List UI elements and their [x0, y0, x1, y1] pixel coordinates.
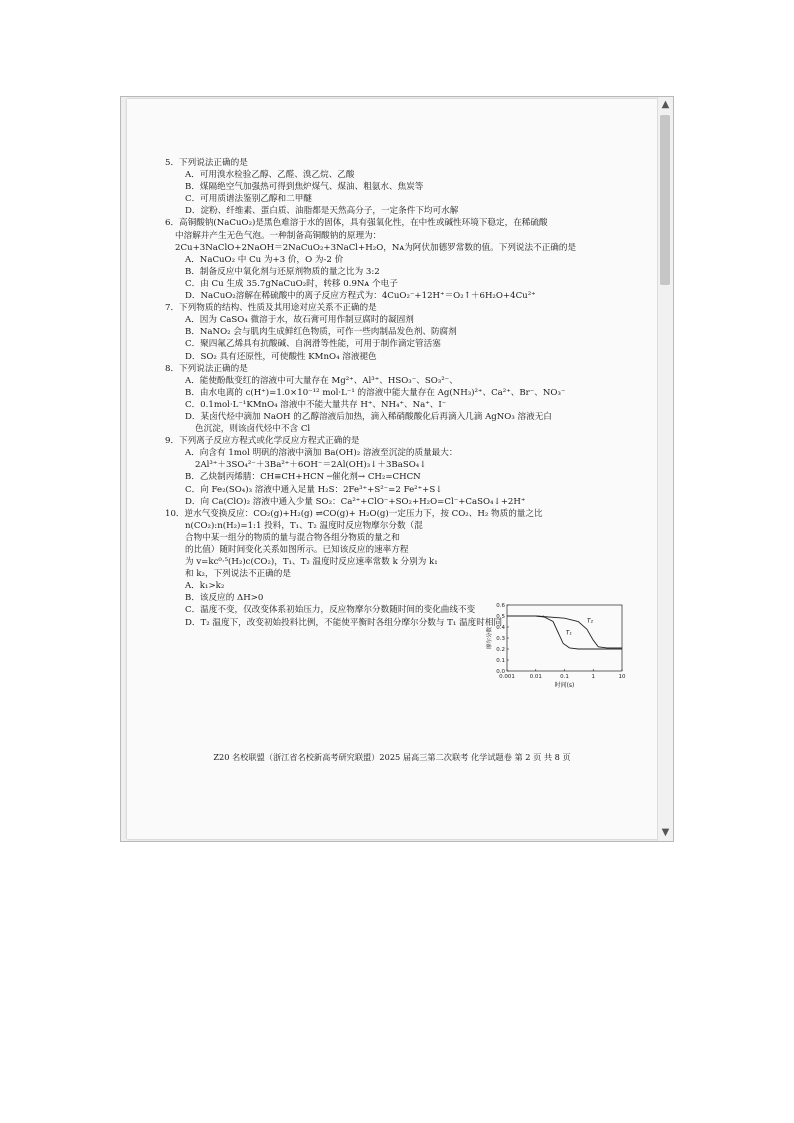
text-line: 2Cu+3NaClO+2NaOH＝2NaCuO₂+3NaCl+H₂O，Nᴀ为阿伏加德罗常数的值。下列说法不正确的是	[175, 242, 577, 253]
text-line: 的比值）随时间变化关系如图所示。已知该反应的速率方程	[185, 545, 409, 555]
text-line: A．能使酚酞变红的溶液中可大量存在 Mg²⁺、Al³⁺、HSO₃⁻、SO₃²⁻、	[185, 375, 458, 386]
text-line: n(CO₂):n(H₂)=1:1 投料，T₁、T₂ 温度时反应物摩尔分数（混	[185, 520, 423, 531]
text-line: D．某卤代烃中滴加 NaOH 的乙醇溶液后加热，滴入稀硝酸酸化后再滴入几滴 AgNO₃ 溶液无白	[185, 411, 552, 422]
text-line: 合物中某一组分的物质的量与混合物各组分物质的量之和	[185, 532, 400, 543]
x-tick-label: 10	[618, 674, 626, 680]
text-line: C．聚四氟乙烯具有抗酸碱、自润滑等性能，可用于制作滴定管活塞	[185, 339, 441, 350]
y-tick-label: 0.6	[496, 603, 505, 609]
text-line: 10．逆水气变换反应：CO₂(g)+H₂(g) ⇌CO(g)+ H₂O(g)一定压力下，按 CO₂、H₂ 物质的量之比	[165, 508, 543, 519]
text-line: A．k₁>k₂	[185, 581, 225, 592]
chart-frame	[507, 605, 622, 671]
series-line-1	[507, 616, 622, 649]
text-line: B．由水电离的 c(H⁺)=1.0×10⁻¹² mol·L⁻¹ 的溶液中能大量存在 Ag(NH₃)²⁺、Ca²⁺、Br⁻、NO₃⁻	[185, 387, 566, 398]
y-axis-label: 摩尔分数	[487, 626, 493, 650]
text-line: D．SO₂ 具有还原性，可使酸性 KMnO₄ 溶液褪色	[185, 351, 377, 362]
series-label-t1: T₁	[565, 629, 572, 637]
text-line: 8．下列说法正确的是	[165, 363, 248, 374]
text-line: B．该反应的 ΔH>0	[185, 593, 264, 604]
text-line: C．由 Cu 生成 35.7gNaCuO₂时，转移 0.9Nᴀ 个电子	[185, 278, 398, 289]
text-line: 为 v=kc⁰·⁵(H₂)c(CO₂)，T₁、T₂ 温度时反应速率常数 k 分别为 k₁	[185, 557, 438, 568]
text-line: A．因为 CaSO₄ 微溶于水，故石膏可用作制豆腐时的凝固剂	[185, 315, 414, 326]
x-tick-label: 0.001	[499, 674, 515, 680]
text-line: 5．下列说法正确的是	[165, 158, 248, 168]
text-line: C．向 Fe₂(SO₄)₃ 溶液中通入足量 H₂S：2Fe³⁺+S²⁻=2 Fe²⁺+S↓	[185, 484, 443, 495]
text-line: B．NaNO₂ 会与肌肉生成鲜红色物质，可作一些肉制品发色剂、防腐剂	[185, 327, 457, 338]
series-line-2	[507, 616, 622, 648]
scroll-up-icon[interactable]: ▲	[661, 99, 670, 110]
document-page	[127, 99, 657, 839]
text-line: B．制备反应中氧化剂与还原剂物质的量之比为 3:2	[185, 266, 380, 277]
text-line: 7．下列物质的结构、性质及其用途对应关系不正确的是	[165, 303, 377, 314]
series-label-t2: T₂	[586, 617, 593, 625]
text-line: 中溶解并产生无色气泡。一种制备高铜酸钠的原理为：	[175, 230, 382, 241]
vertical-scrollbar[interactable]	[657, 97, 673, 841]
text-line: A．可用溴水检验乙醇、乙醛、溴乙烷、乙酸	[185, 170, 355, 181]
y-tick-label: 0.0	[496, 669, 505, 675]
x-tick-label: 1	[591, 674, 595, 680]
scroll-thumb[interactable]	[660, 115, 670, 285]
mole-fraction-chart	[477, 599, 627, 691]
text-line: B．乙炔制丙烯腈：CH≡CH+HCN ─催化剂→ CH₂=CHCN	[185, 472, 421, 483]
text-line: 6．高铜酸钠(NaCuO₂)是黑色难溶于水的固体，具有强氧化性，在中性或碱性环境下稳定，在稀硫酸	[165, 218, 548, 229]
text-line: D．淀粉、纤维素、蛋白质、油脂都是天然高分子，一定条件下均可水解	[185, 206, 459, 217]
text-line: D．NaCuO₂溶解在稀硫酸中的离子反应方程式为：4CuO₂⁻+12H⁺＝O₂↑＋6H₂O+4Cu²⁺	[185, 291, 536, 302]
document-viewer	[120, 96, 674, 842]
scroll-down-icon[interactable]: ▼	[661, 827, 670, 838]
x-axis-label: 时间(s)	[554, 682, 575, 689]
page-footer: Z20 名校联盟（浙江省名校新高考研究联盟）2025 届高三第二次联考 化学试题卷 第 2 页 共 8 页	[213, 752, 571, 762]
page-content	[165, 157, 615, 629]
text-line: 和 k₂，下列说法不正确的是	[185, 569, 291, 580]
text-line: 2Al³⁺＋3SO₄²⁻＋3Ba²⁺＋6OH⁻＝2Al(OH)₃↓＋3BaSO₄↓	[195, 460, 427, 471]
text-line: 色沉淀，则该卤代烃中不含 Cl	[195, 424, 311, 435]
y-tick-label: 0.3	[496, 636, 505, 642]
y-tick-label: 0.4	[496, 625, 505, 631]
text-line: D．T₂ 温度下，改变初始投料比例，不能使平衡时各组分摩尔分数与 T₁ 温度时相同	[185, 617, 503, 628]
text-line: C．温度不变，仅改变体系初始压力，反应物摩尔分数随时间的变化曲线不变	[185, 605, 476, 616]
text-line: B．煤隔绝空气加强热可得到焦炉煤气、煤油、粗氨水、焦炭等	[185, 182, 424, 193]
x-tick-label: 0.1	[560, 674, 569, 680]
text-line: 9．下列离子反应方程式或化学反应方程式正确的是	[165, 436, 360, 447]
text-line: C．可用质谱法鉴别乙醇和二甲醚	[185, 194, 312, 205]
y-tick-label: 0.2	[496, 647, 505, 653]
y-tick-label: 0.1	[496, 658, 505, 664]
text-line: A．NaCuO₂ 中 Cu 为+3 价，O 为-2 价	[185, 254, 344, 265]
text-line: C．0.1mol·L⁻¹KMnO₄ 溶液中不能大量共存 H⁺、NH₄⁺、Na⁺、I⁻	[185, 399, 447, 410]
text-line: A．向含有 1mol 明矾的溶液中滴加 Ba(OH)₂ 溶液至沉淀的质量最大：	[185, 448, 458, 459]
y-tick-label: 0.5	[496, 614, 505, 620]
text-line: D．向 Ca(ClO)₂ 溶液中通入少量 SO₂：Ca²⁺+ClO⁻+SO₂+H₂O=Cl⁻+CaSO₄↓+2H⁺	[185, 496, 526, 507]
x-tick-label: 0.01	[529, 674, 542, 680]
